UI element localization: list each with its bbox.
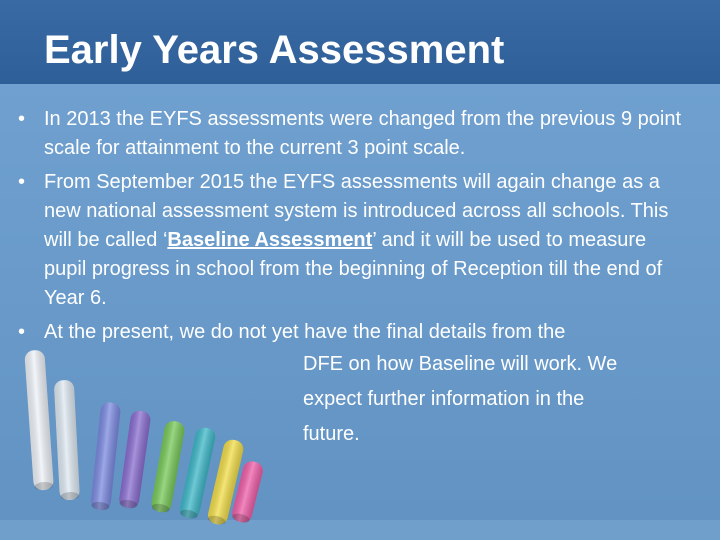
bullet-marker: • [18,108,26,130]
bullet-item [0,105,720,163]
slide-title: Early Years Assessment [44,28,505,72]
baseline-assessment-term: Baseline Assessment [167,229,373,251]
bullet-text-post: ’ and it will be used to measure pupil progress in school from the beginning of Reception till the end of Year 6. [44,229,663,309]
bullet-text-pre: From September 2015 the EYFS assessments will again change as a new national assessment system is introduced across all schools. This will be called ‘ [44,171,669,251]
bullet-marker: • [18,321,26,343]
bullet-text-line: future. [303,423,360,445]
bullet-text-line: At the present, we do not yet have the final details from the [44,321,566,343]
title-bar [0,0,720,84]
bullet-item [0,318,720,452]
bullet-item [0,168,720,313]
bullet-list [0,105,720,452]
bullet-text-line: DFE on how Baseline will work. We [303,353,618,375]
bullet-text: In 2013 the EYFS assessments were changed from the previous 9 point scale for attainment to the current 3 point scale. [44,108,682,159]
bullet-marker: • [18,171,26,193]
bullet-text-line: expect further information in the [303,388,585,410]
